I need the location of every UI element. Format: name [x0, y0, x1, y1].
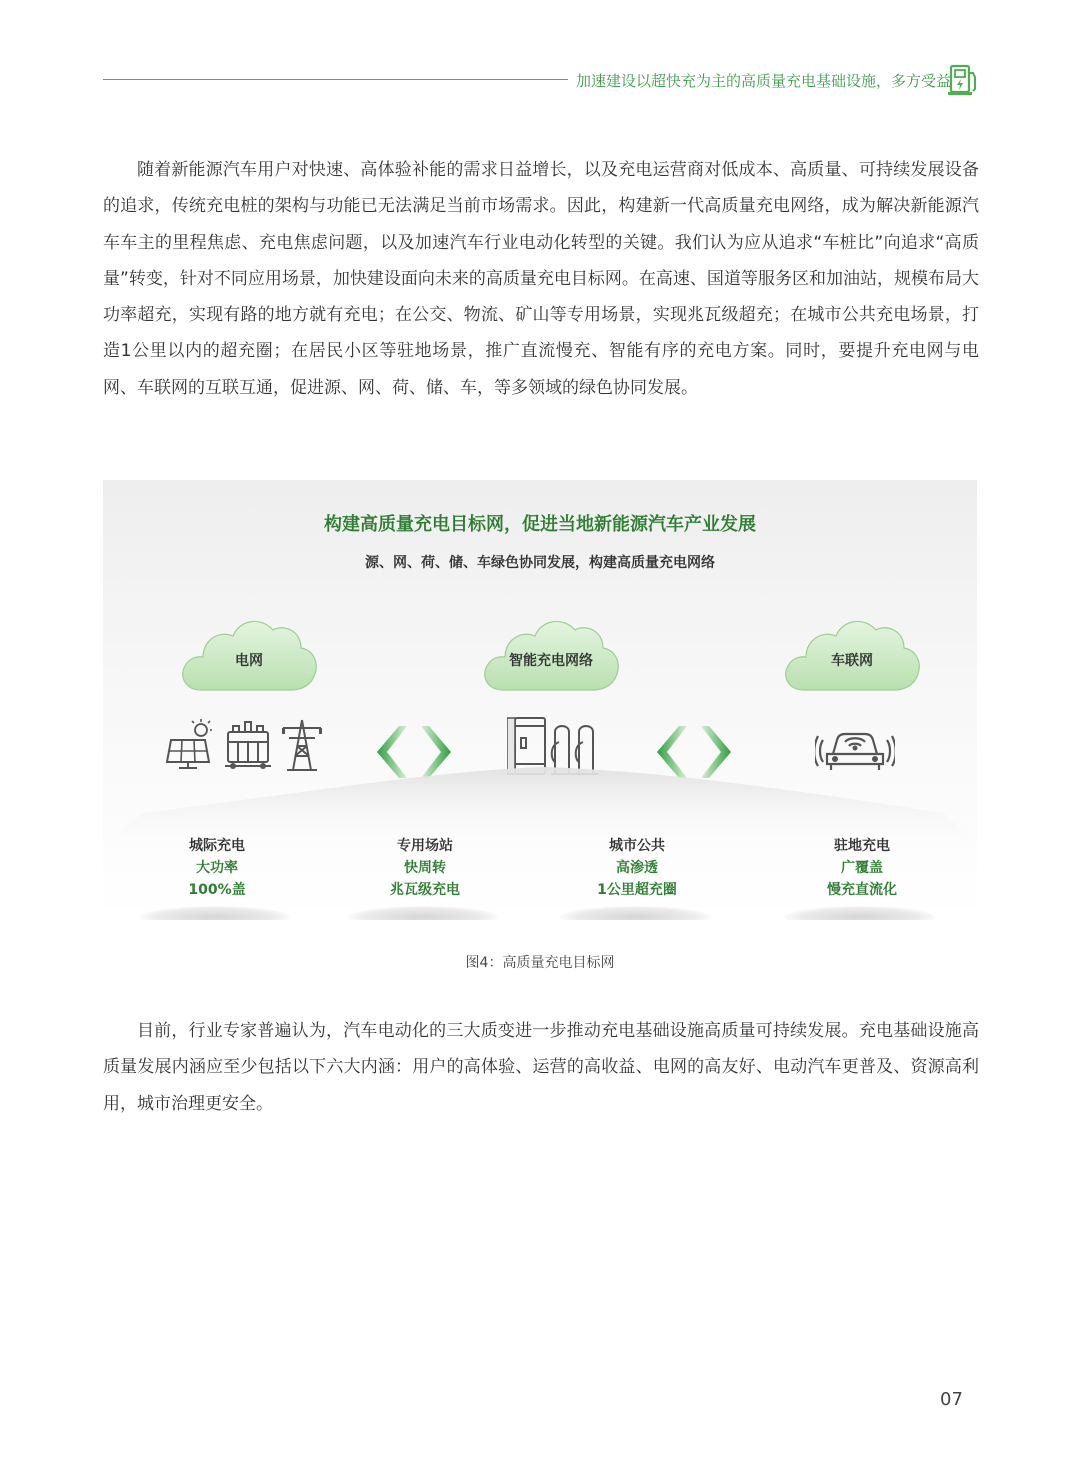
header-title: 加速建设以超快充为主的高质量充电基础设施，多方受益	[576, 72, 952, 90]
figure-title: 构建高质量充电目标网，促进当地新能源汽车产业发展	[324, 514, 756, 535]
figure-subtitle: 源、网、荷、储、车绿色协同发展，构建高质量充电网络	[365, 555, 715, 571]
charging-station-icon	[946, 63, 980, 97]
scenario-name: 驻地充电	[834, 838, 890, 854]
scenario-feature: 高渗透	[616, 860, 658, 876]
scenario-intercity	[127, 835, 307, 901]
cloud-vehicle-network	[782, 610, 922, 696]
scenario-feature: 兆瓦级充电	[390, 882, 460, 898]
scenario-base	[560, 906, 710, 920]
page-number: 07	[940, 1389, 963, 1410]
scenario-base	[785, 906, 935, 920]
cloud-label-smart: 智能充电网络	[509, 653, 593, 669]
scenario-residential	[772, 835, 952, 901]
scenario-base	[348, 906, 498, 920]
scenario-name: 专用场站	[397, 838, 453, 854]
scenario-feature: 慢充直流化	[827, 882, 897, 898]
cloud-power-grid	[179, 610, 319, 696]
scenario-feature: 100%盖	[188, 882, 246, 898]
figure-charging-network	[103, 480, 977, 920]
scenario-base	[140, 906, 290, 920]
scenario-feature: 广覆盖	[841, 860, 883, 876]
body-paragraph-1	[103, 152, 979, 406]
scenario-dedicated-station	[335, 835, 515, 901]
paragraph-text: 随着新能源汽车用户对快速、高体验补能的需求日益增长，以及充电运营商对低成本、高质量、可持续发展设备的追求，传统充电桩的架构与功能已无法满足当前市场需求。因此，构建新一代高质量充电网络，成为解决新能源汽车车主的里程焦虑、充电焦虑问题，以及加速汽车行业电动化转型的关键。我们认为应从追求“车桩比”向追求“高质量”转变，针对不同应用场景，加快建设面向未来的高质量充电目标网。在高速、国道等服务区和加油站，规模布局大功率超充，实现有路的地方就有充电；在公交、物流、矿山等专用场景，实现兆瓦级超充；在城市公共充电场景，打造1公里以内的超充圈；在居民小区等驻地场景，推广直流慢充、智能有序的充电方案。同时，要提升充电网与电网、车联网的互联互通，促进源、网、荷、储、车，等多领域的绿色协同发展。	[103, 160, 979, 398]
scenario-name: 城际充电	[189, 838, 245, 854]
cloud-label-grid: 电网	[235, 653, 263, 669]
scenario-feature: 1公里超充圈	[597, 882, 677, 898]
scenario-feature: 大功率	[196, 860, 238, 876]
scenario-feature: 快周转	[404, 860, 446, 876]
cloud-smart-charging-network	[481, 610, 621, 696]
scenario-city-public	[547, 835, 727, 901]
body-paragraph-2	[103, 1013, 979, 1122]
figure-caption: 图4：高质量充电目标网	[465, 955, 615, 971]
scenario-name: 城市公共	[609, 838, 665, 854]
paragraph-text: 目前，行业专家普遍认为，汽车电动化的三大质变进一步推动充电基础设施高质量可持续发展。充电基础设施高质量发展内涵应至少包括以下六大内涵：用户的高体验、运营的高收益、电网的高友好、电动汽车更普及、资源高利用，城市治理更安全。	[103, 1021, 979, 1114]
cloud-label-car: 车联网	[831, 653, 873, 669]
header-rule	[103, 79, 568, 80]
hill-backdrop	[103, 763, 977, 843]
